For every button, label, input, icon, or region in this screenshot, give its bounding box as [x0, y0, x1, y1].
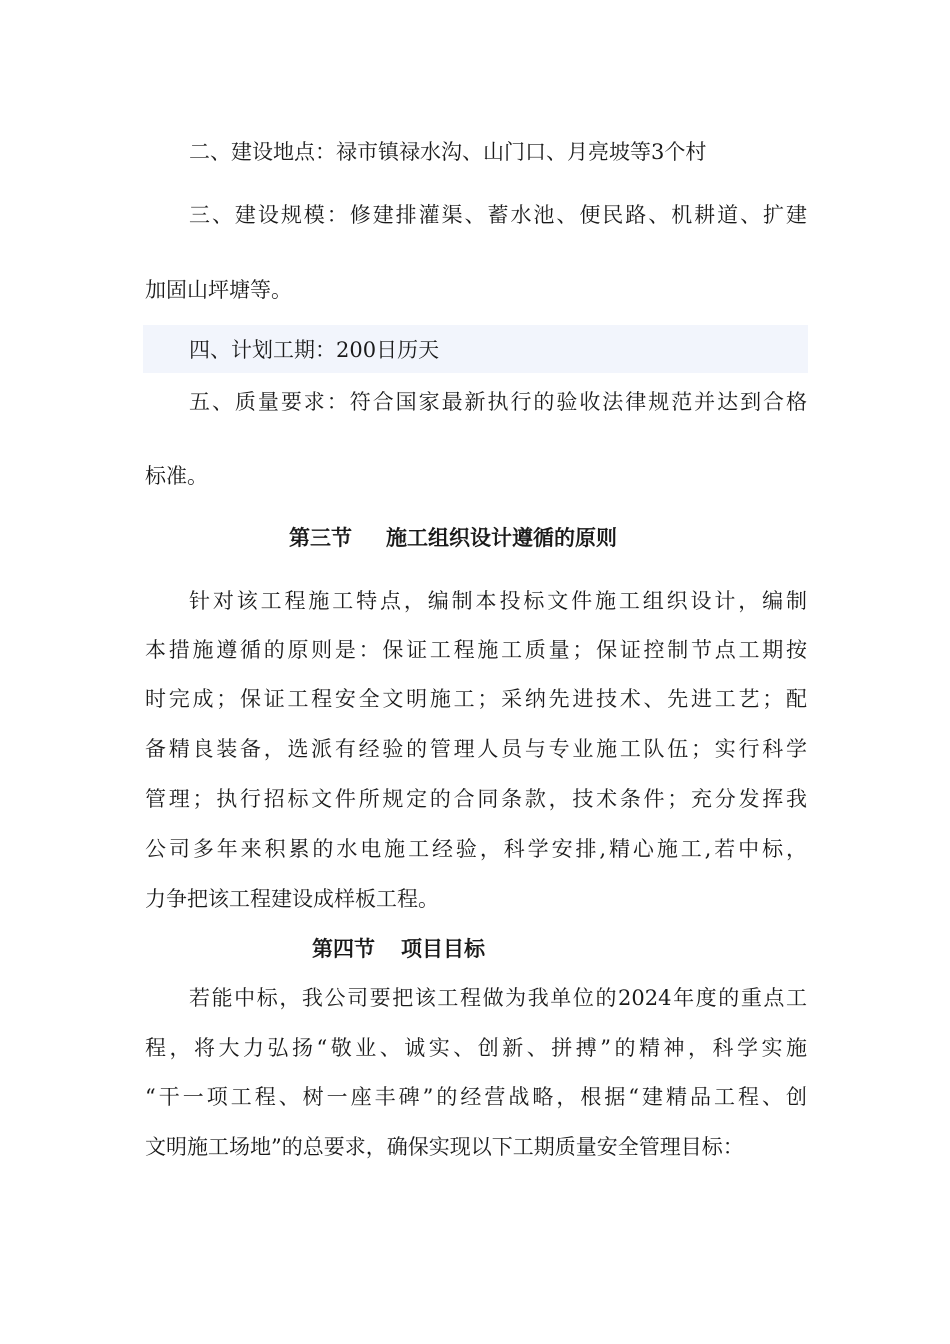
item-construction-site: 二、建设地点：禄市镇禄水沟、山门口、月亮坡等3个村 [189, 140, 707, 164]
section-title: 施工组织设计遵循的原则 [386, 526, 617, 550]
paragraph-line: 针对该工程施工特点，编制本投标文件施工组织设计，编制 [189, 589, 807, 613]
item-quality-requirement-line1: 五、质量要求：符合国家最新执行的验收法律规范并达到合格 [189, 390, 807, 414]
paragraph-line: 本措施遵循的原则是：保证工程施工质量；保证控制节点工期按 [145, 638, 807, 662]
section-number: 第三节 [289, 526, 352, 550]
section-heading-4 [312, 934, 485, 964]
paragraph-line: 若能中标，我公司要把该工程做为我单位的2024年度的重点工 [189, 986, 807, 1010]
item-planned-duration: 四、计划工期：200日历天 [189, 338, 440, 362]
paragraph-line: 公司多年来积累的水电施工经验，科学安排,精心施工,若中标， [145, 837, 807, 861]
paragraph-line: 文明施工场地”的总要求，确保实现以下工期质量安全管理目标： [145, 1135, 744, 1159]
item-quality-requirement-line2: 标准。 [145, 464, 208, 488]
section-title: 项目目标 [401, 937, 485, 961]
paragraph-line: 程，将大力弘扬“敬业、诚实、创新、拼搏”的精神，科学实施 [145, 1036, 807, 1060]
paragraph-line: 备精良装备，选派有经验的管理人员与专业施工队伍；实行科学 [145, 737, 807, 761]
paragraph-line: “干一项工程、树一座丰碑”的经营战略，根据“建精品工程、创 [145, 1085, 807, 1109]
paragraph-line: 管理；执行招标文件所规定的合同条款，技术条件；充分发挥我 [145, 787, 807, 811]
section-number: 第四节 [312, 937, 375, 961]
section-heading-3 [289, 523, 617, 553]
item-construction-scale-line2: 加固山坪塘等。 [145, 278, 292, 302]
paragraph-line: 时完成；保证工程安全文明施工；采纳先进技术、先进工艺；配 [145, 687, 807, 711]
paragraph-line: 力争把该工程建设成样板工程。 [145, 887, 439, 911]
item-construction-scale-line1: 三、建设规模：修建排灌渠、蓄水池、便民路、机耕道、扩建 [189, 203, 807, 227]
